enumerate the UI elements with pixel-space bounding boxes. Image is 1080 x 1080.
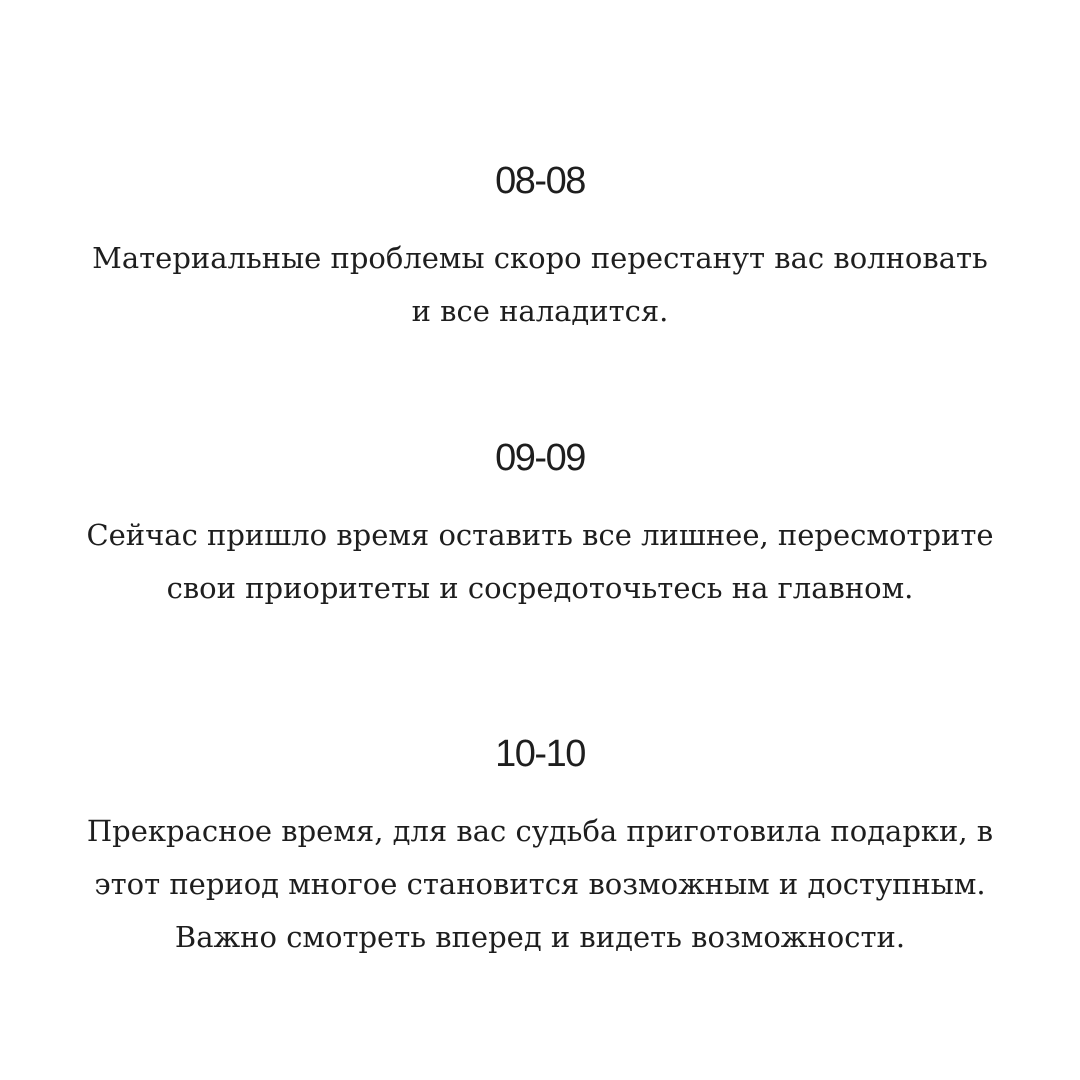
description-line: Сейчас пришло время оставить все лишнее, пересмотрите (86, 518, 994, 552)
description-line: Прекрасное время, для вас судьба приготовила подарки, в (86, 814, 994, 848)
entry-10-10 (0, 731, 1080, 964)
entry-time: 10-10 (495, 733, 585, 775)
description-line: этот период многое становится возможным и доступным. (94, 867, 986, 901)
description-line: и все наладится. (411, 294, 669, 328)
entry-description (0, 509, 1080, 615)
entry-08-08 (0, 158, 1080, 338)
description-line: Важно смотреть вперед и видеть возможности. (174, 920, 906, 954)
entry-description (0, 232, 1080, 338)
entry-description (0, 805, 1080, 964)
entry-time: 09-09 (495, 437, 585, 479)
description-line: свои приоритеты и сосредоточьтесь на главном. (166, 571, 914, 605)
entry-time: 08-08 (495, 160, 585, 202)
description-line: Материальные проблемы скоро перестанут вас волновать (92, 241, 988, 275)
entry-09-09 (0, 435, 1080, 615)
